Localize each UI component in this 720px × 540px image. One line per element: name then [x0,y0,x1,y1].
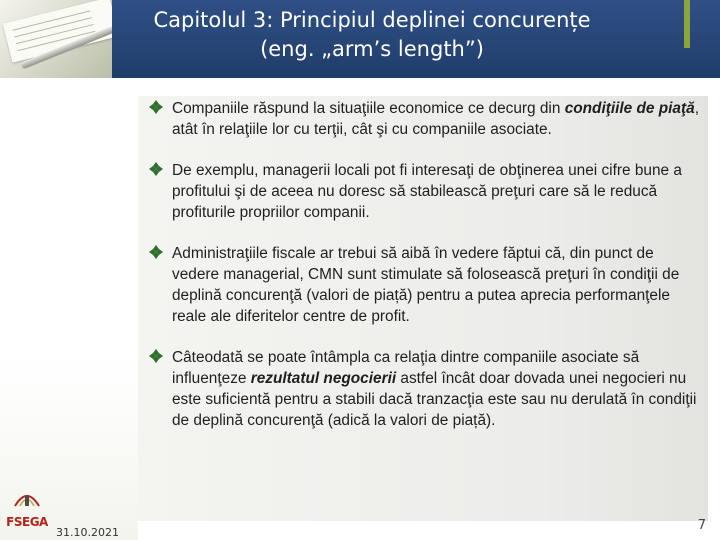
bullet-text: , atât în relaţiile lor cu terţii, cât şi cu companiile asociate. [172,100,699,138]
diamond-bullet-icon [148,99,164,115]
bullet-emphasis: rezultatul negocierii [250,370,397,387]
bullet-text: Administraţiile fiscale ar trebui să aibă în vedere făptui că, din punct de vedere managerial, CMN sunt stimulate să folosească preţuri în condiţii de deplină concurenţă (valori de piață) pentru a putea aprecia performanţele reale ale diferitelor centre de profit. [172,245,680,325]
slide-title-line2: (eng. „arm’s length”) [260,37,484,61]
bullet-item [148,347,700,431]
bullet-list [148,98,700,451]
slide-title [112,6,632,64]
accent-bar [684,0,690,48]
bullet-emphasis: condiţiile de piaţă [564,100,695,117]
slide-title-line1: Capitolul 3: Principiul deplinei concurențe [153,8,591,32]
bullet-item [148,98,700,140]
slide-header [0,0,720,78]
page-number: 7 [697,518,706,533]
header-photo-pen-paper [0,0,112,78]
bullet-item [148,243,700,327]
diamond-bullet-icon [148,348,164,364]
diamond-bullet-icon [148,244,164,260]
diamond-bullet-icon [148,161,164,177]
bullet-text: Companiile răspund la situaţiile economice ce decurg din [172,100,565,117]
bullet-text: astfel încât doar dovada unei negocieri nu este suficientă pentru a stabili dacă tranzacţia este sau nu derulată în condiţii de deplină concurenţă (adică la valori de piață). [172,370,697,429]
fsega-emblem-icon [12,484,42,510]
left-sidebar [0,78,138,540]
bullet-item [148,160,700,223]
slide-date: 31.10.2021 [56,526,119,539]
bullet-text: De exemplu, managerii locali pot fi interesaţi de obţinerea unei cifre bune a profitului şi de aceea nu doresc să stabilească preţuri care să le reducă profiturile propriilor companii. [172,162,682,221]
bullet-text: Câteodată se poate întâmpla ca relaţia dintre companiile asociate să influenţeze [172,349,640,387]
fsega-logo [4,484,50,536]
logo-text: FSEGA [6,515,48,529]
